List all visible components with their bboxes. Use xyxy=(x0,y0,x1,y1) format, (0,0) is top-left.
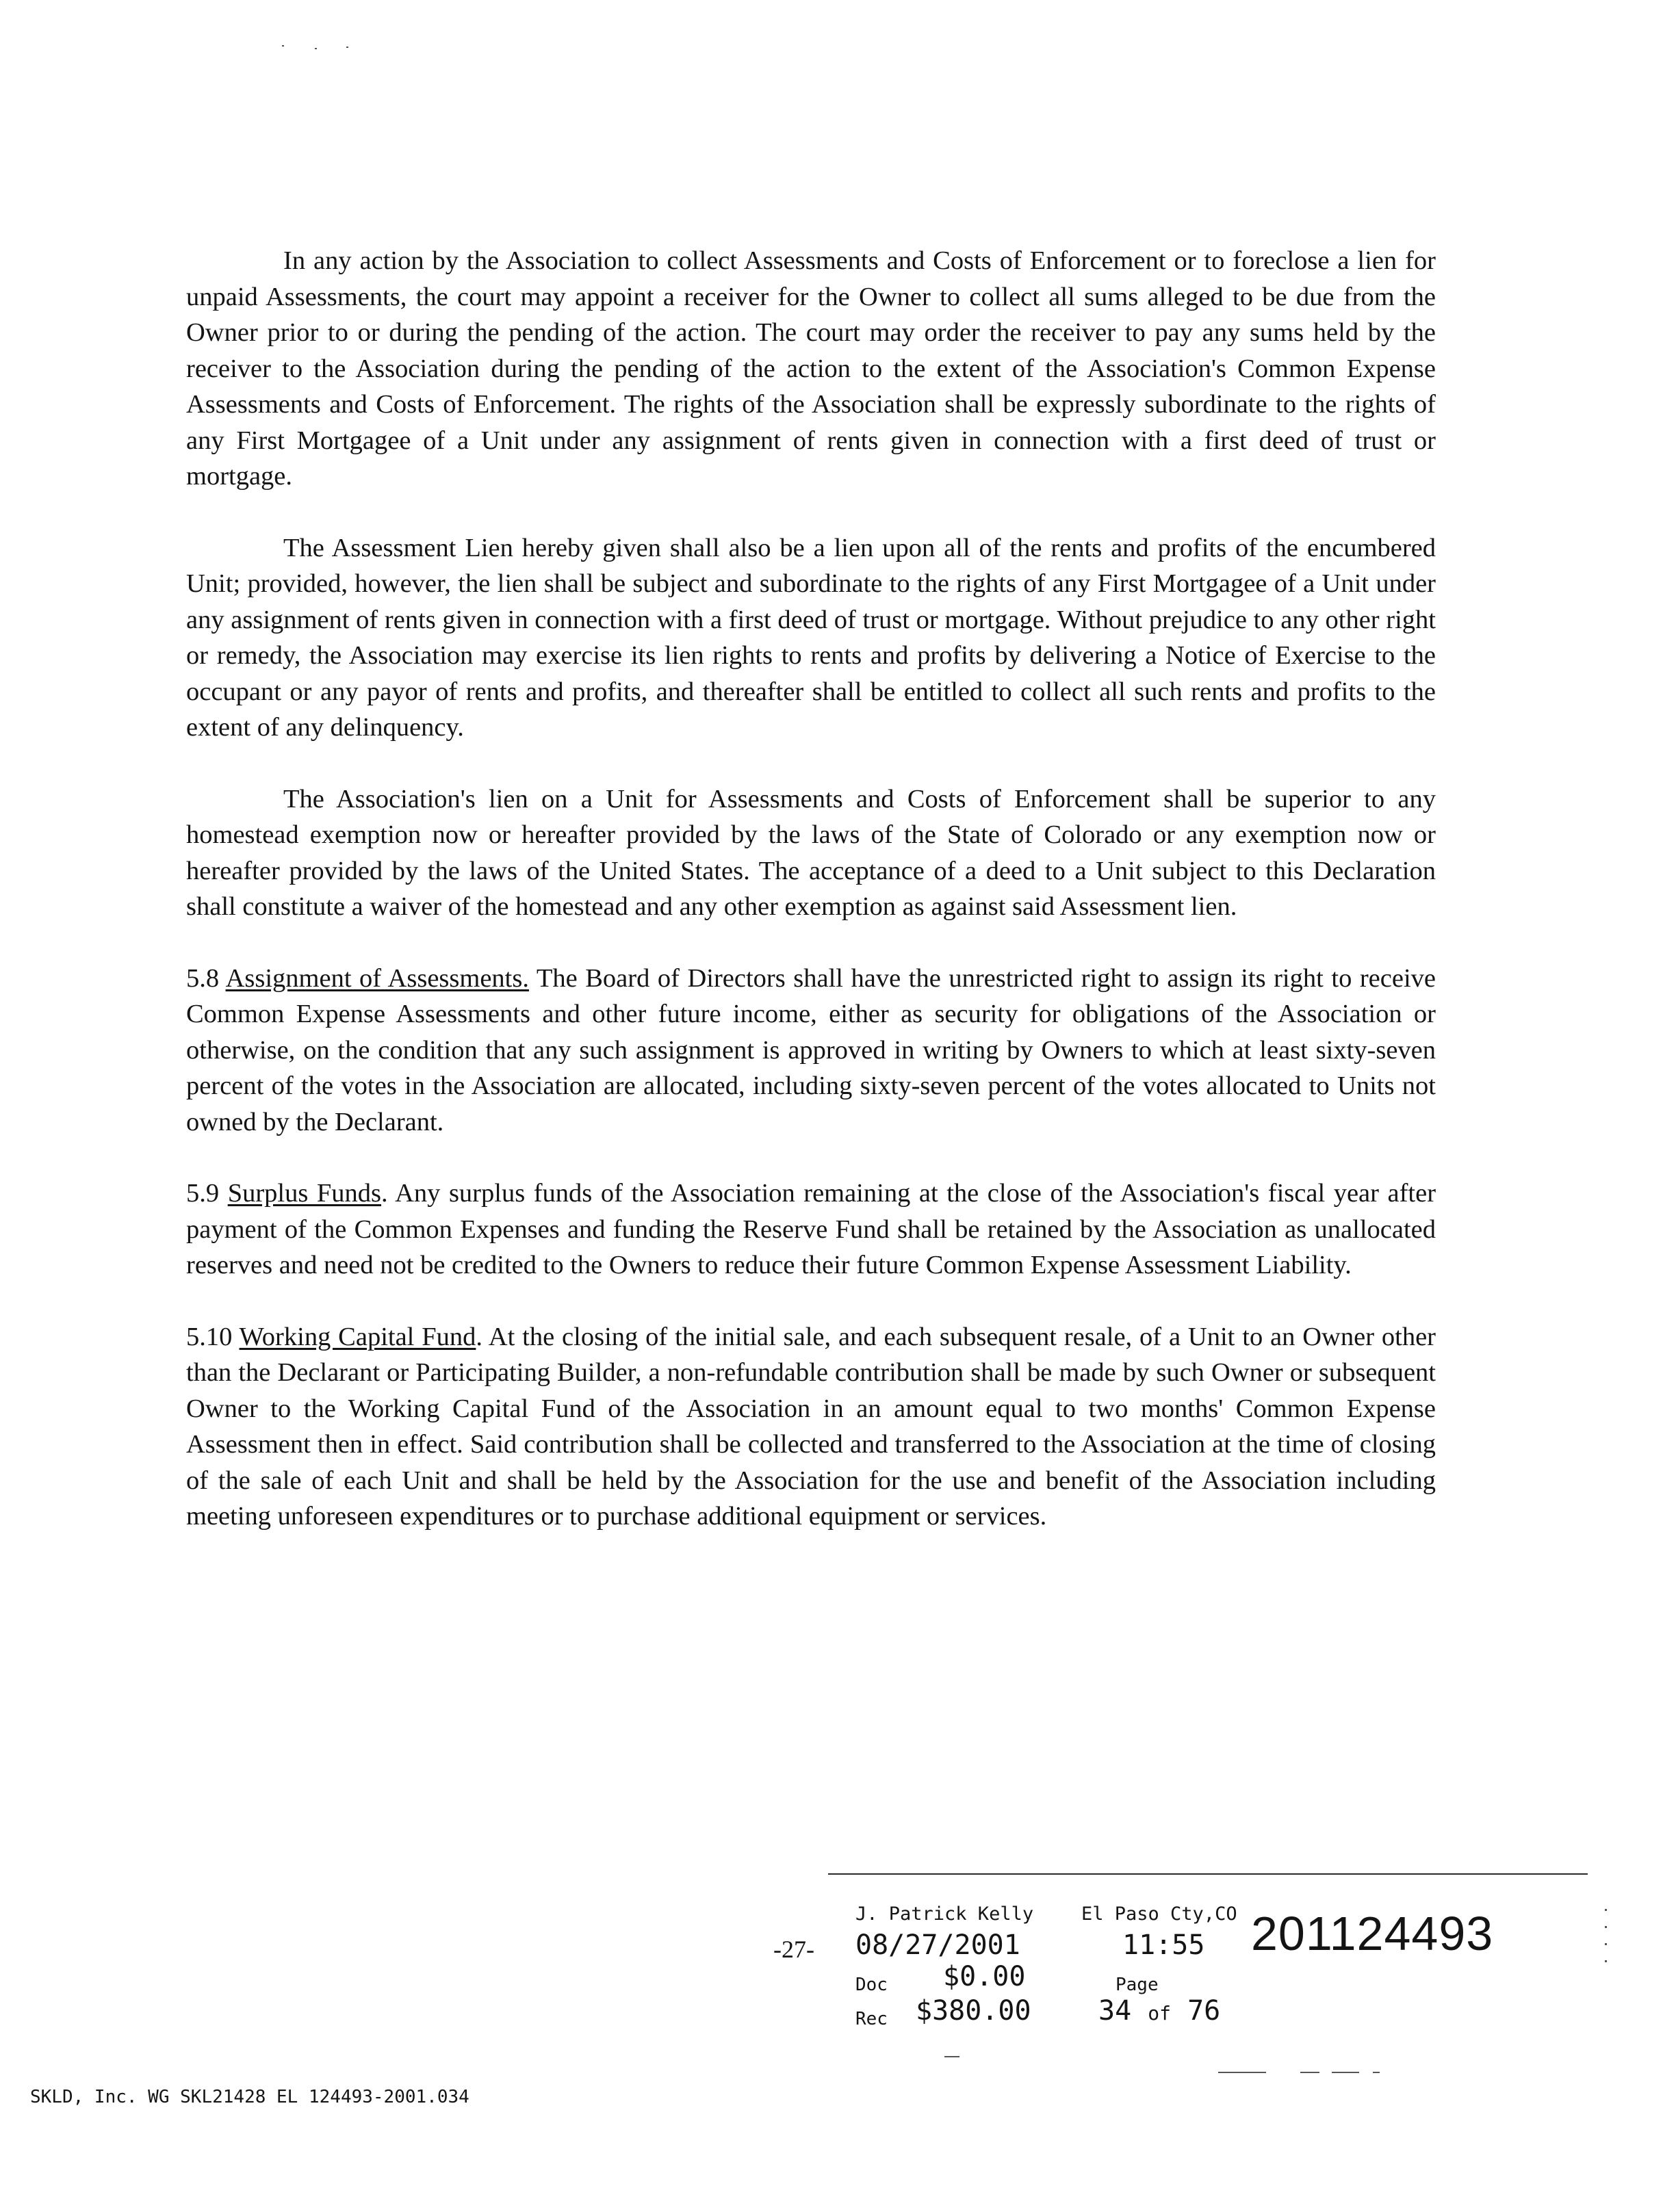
rec-fee-label: Rec xyxy=(855,2009,888,2029)
scan-speck xyxy=(1605,1943,1607,1945)
doc-fee: $0.00 xyxy=(943,1961,1026,1992)
paragraph-receiver: In any action by the Association to collect Assessments and Costs of Enforcement or to foreclose a lien for unpaid Assessments, the court may appoint a receiver for the Owner to collect all sums alleged to be due from the Owner prior to or during the pending of the action. The court may order the receiver to pay any sums held by the receiver to the Association during the pending of the action to the extent of the Association's Common Expense Assessments and Costs of Enforcement. The rights of the Association shall be expressly subordinate to the rights of any First Mortgagee of a Unit under any assignment of rents given in connection with a first deed of trust or mortgage. xyxy=(186,246,1436,491)
scan-dash xyxy=(1332,2072,1359,2073)
section-5-9 xyxy=(186,1175,1436,1284)
recorder-county: El Paso Cty,CO xyxy=(1081,1903,1237,1925)
section-heading: Assignment of Assessments. xyxy=(225,963,529,993)
scan-speck xyxy=(315,48,317,49)
section-body: . At the closing of the initial sale, and each subsequent resale, of a Unit to an Owner other than the Declarant or Participating Builder, a non-refundable contribution shall be made by such Owner or subsequent Owner to the Working Capital Fund of the Association in an amount equal to two months' Common Expense Assessment then in effect. Said contribution shall be collected and transferred to the Association at the time of closing of the sale of each Unit and shall be held by the Association for the use and benefit of the Association including meeting unforeseen expenditures or to purchase additional equipment or services. xyxy=(186,1322,1436,1531)
page-count xyxy=(1098,1995,1220,2027)
scan-speck xyxy=(346,47,348,48)
recording-date: 08/27/2001 xyxy=(855,1929,1020,1961)
page-of-label: of xyxy=(1148,2002,1171,2025)
footer-document-id: SKLD, Inc. WG SKL21428 EL 124493-2001.034 xyxy=(30,2087,469,2107)
rec-fee: $380.00 xyxy=(916,1995,1031,2027)
scan-dash xyxy=(1218,2072,1266,2073)
recording-stamp xyxy=(773,1873,1588,2079)
page-label: Page xyxy=(1116,1975,1159,1995)
scan-dash xyxy=(1300,2072,1319,2073)
section-number: 5.8 xyxy=(186,963,220,993)
section-number: 5.9 xyxy=(186,1179,220,1208)
page-total: 76 xyxy=(1187,1995,1221,2027)
section-5-10 xyxy=(186,1319,1436,1535)
section-number: 5.10 xyxy=(186,1322,233,1351)
paragraph-rents-and-profits: The Assessment Lien hereby given shall also be a lien upon all of the rents and profits of the encumbered Unit; provided, however, the lien shall be subject and subordinate to the rights of any First Mortgagee of a Unit under any assignment of rents given in connection with a first deed of trust or mortgage. Without prejudice to any other right or remedy, the Association may exercise its lien rights to rents and profits by delivering a Notice of Exercise to the occupant or any payor of rents and profits, and thereafter shall be entitled to collect all such rents and profits to the extent of any delinquency. xyxy=(186,533,1436,742)
scan-speck xyxy=(282,45,284,47)
scan-dash xyxy=(944,2056,959,2057)
scan-speck xyxy=(1605,1909,1607,1911)
reception-number: 201124493 xyxy=(1251,1907,1494,1960)
section-body: The Board of Directors shall have the unrestricted right to assign its right to receive Common Expense Assessments and other future income, either as security for obligations of the Association or otherwise, on the condition that any such assignment is approved in writing by Owners to which at least sixty-seven percent of the votes in the Association are allocated, including sixty-seven percent of the votes allocated to Units not owned by the Declarant. xyxy=(186,963,1436,1136)
section-body: . Any surplus funds of the Association remaining at the close of the Association's fiscal year after payment of the Common Expenses and funding the Reserve Fund shall be retained by the Association as unallocated reserves and need not be credited to the Owners to reduce their future Common Expense Assessment Liability. xyxy=(186,1179,1436,1279)
recorder-name: J. Patrick Kelly xyxy=(855,1903,1034,1925)
doc-fee-label: Doc xyxy=(855,1975,888,1995)
section-heading: Surplus Funds xyxy=(227,1179,382,1208)
scan-speck xyxy=(1605,1960,1607,1962)
document-body xyxy=(186,243,1436,1570)
paragraph-homestead-exemption: The Association's lien on a Unit for Assessments and Costs of Enforcement shall be superior to any homestead exemption now or hereafter provided by the laws of the State of Colorado or any exemption now or hereafter provided by the laws of the United States. The acceptance of a deed to a Unit subject to this Declaration shall constitute a waiver of the homestead and any other exemption as against said Assessment lien. xyxy=(186,784,1436,921)
scan-speck xyxy=(1605,1926,1607,1928)
stamp-divider xyxy=(828,1873,1588,1875)
scan-dash xyxy=(1373,2072,1380,2073)
page-number: -27- xyxy=(773,1936,814,1963)
section-5-8 xyxy=(186,961,1436,1141)
section-heading: Working Capital Fund xyxy=(239,1322,476,1351)
page-current: 34 xyxy=(1098,1995,1132,2027)
recording-time: 11:55 xyxy=(1122,1929,1205,1961)
